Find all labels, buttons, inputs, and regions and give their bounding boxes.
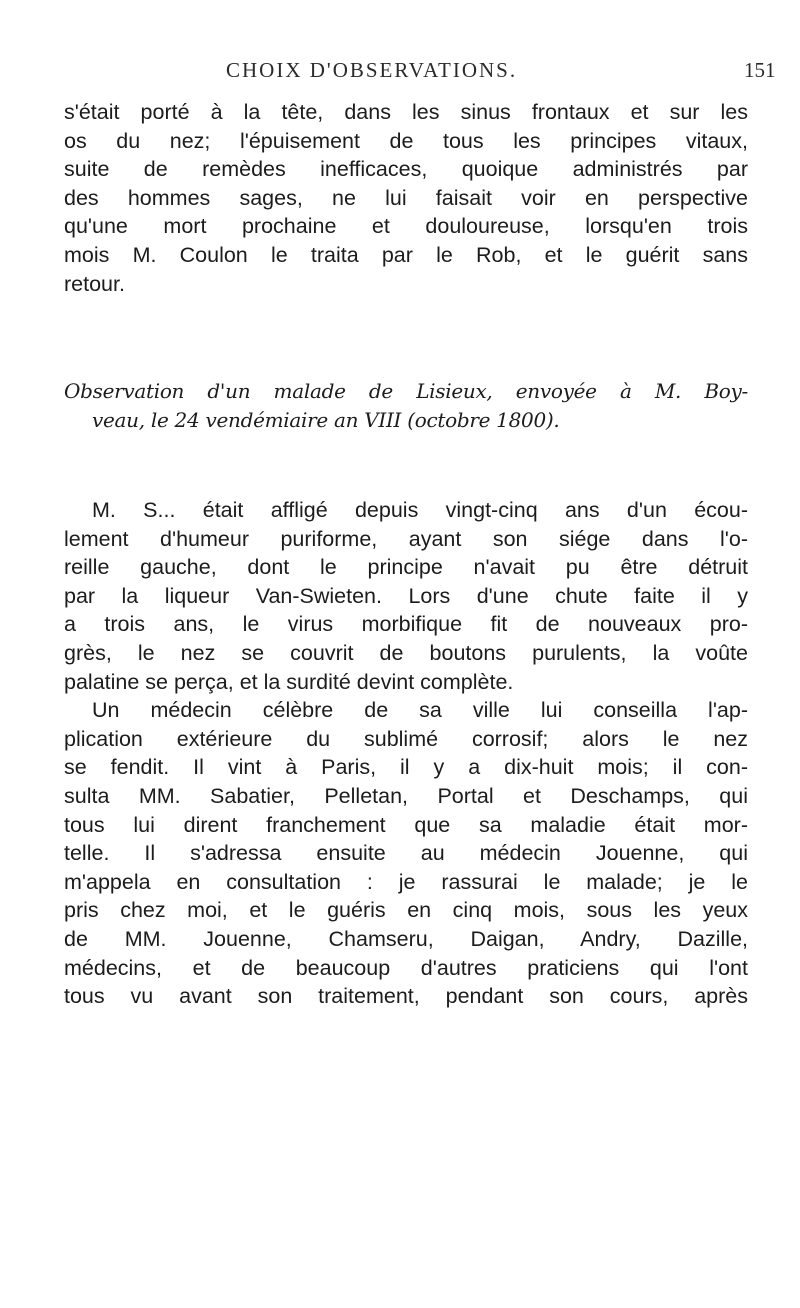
text-line: reille gauche, dont le principe n'avait pu être détruit <box>64 555 748 580</box>
text-line: s'était porté à la tête, dans les sinus frontaux et sur les <box>64 100 748 124</box>
text-line: médecins, et de beaucoup d'autres praticiens qui l'ont <box>64 955 748 980</box>
text-line: tous lui dirent franchement que sa maladie était mor- <box>64 812 748 837</box>
text-line: par la liqueur Van-Swieten. Lors d'une chute faite il y <box>64 583 748 608</box>
observation-heading <box>64 377 748 434</box>
page-number: 151 <box>744 58 776 82</box>
text-line: retour. <box>64 271 125 296</box>
text-line: M. S... était affligé depuis vingt-cinq ans d'un écou- <box>92 498 748 522</box>
text-line: telle. Il s'adressa ensuite au médecin Jouenne, qui <box>64 841 748 866</box>
text-line: qu'une mort prochaine et douloureuse, lorsqu'en trois <box>64 214 748 239</box>
text-line: se fendit. Il vint à Paris, il y a dix-huit mois; il con- <box>64 755 748 780</box>
text-line: palatine se perça, et la surdité devint complète. <box>64 669 514 694</box>
text-line: Un médecin célèbre de sa ville lui conseilla l'ap- <box>92 698 748 723</box>
text-line: plication extérieure du sublimé corrosif; alors le nez <box>64 726 748 751</box>
text-line: a trois ans, le virus morbifique fit de nouveaux pro- <box>64 612 748 637</box>
heading-line: Observation d'un malade de Lisieux, envoyée à M. Boy- <box>64 379 748 403</box>
running-header <box>0 58 800 88</box>
text-line: tous vu avant son traitement, pendant son cours, après <box>64 984 748 1009</box>
text-line: grès, le nez se couvrit de boutons purulents, la voûte <box>64 640 748 665</box>
paragraph-continuation <box>64 98 748 298</box>
text-line: de MM. Jouenne, Chamseru, Daigan, Andry, Dazille, <box>64 926 748 951</box>
text-line: m'appela en consultation : je rassurai le malade; je le <box>64 869 748 894</box>
observation-paragraph <box>64 496 748 1011</box>
text-line: suite de remèdes inefficaces, quoique administrés par <box>64 157 748 182</box>
text-line: des hommes sages, ne lui faisait voir en perspective <box>64 185 748 210</box>
text-line: sulta MM. Sabatier, Pelletan, Portal et Deschamps, qui <box>64 783 748 808</box>
text-line: pris chez moi, et le guéris en cinq mois, sous les yeux <box>64 898 748 923</box>
running-title: CHOIX D'OBSERVATIONS. <box>226 58 518 82</box>
text-line: lement d'humeur puriforme, ayant son siége dans l'o- <box>64 526 748 551</box>
heading-line: veau, le 24 vendémiaire an VIII (octobre 1800). <box>92 407 560 432</box>
text-line: os du nez; l'épuisement de tous les principes vitaux, <box>64 128 748 153</box>
text-line: mois M. Coulon le traita par le Rob, et le guérit sans <box>64 242 748 267</box>
